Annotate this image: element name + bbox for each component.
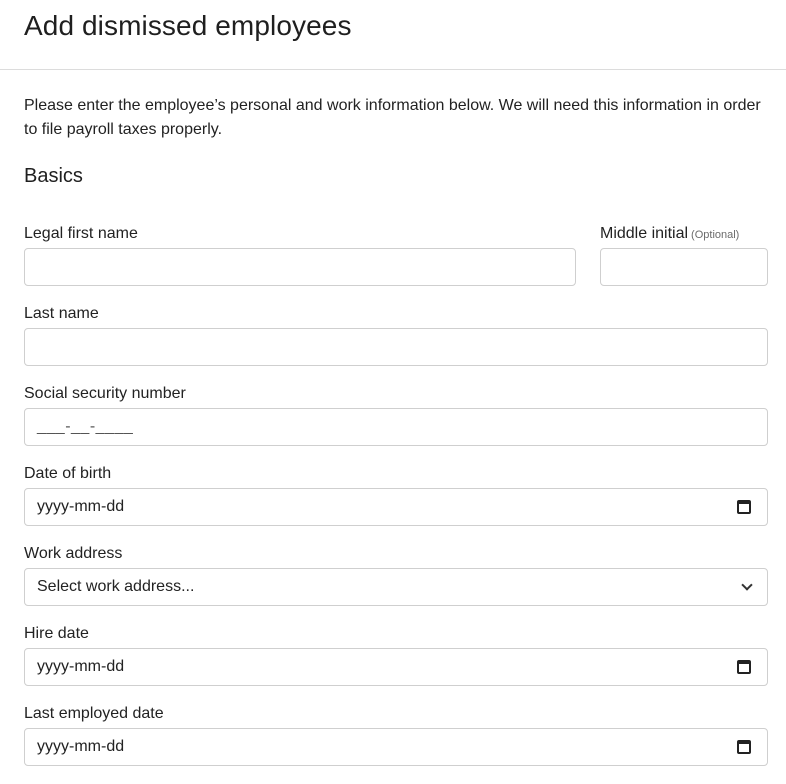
chevron-down-icon (741, 579, 752, 590)
last-employed-date-label (24, 704, 164, 724)
last-employed-date-label-text: Last employed date (24, 705, 164, 722)
last-name-input[interactable] (24, 328, 768, 366)
middle-initial-input[interactable] (600, 248, 768, 286)
ssn-label-text: Social security number (24, 385, 186, 402)
hire-date-input[interactable] (24, 648, 768, 686)
work-address-select[interactable] (24, 568, 768, 606)
work-address-selected: Select work address... (37, 578, 195, 595)
calendar-icon[interactable] (737, 740, 751, 754)
work-address-label-text: Work address (24, 545, 123, 562)
first-name-label-text: Legal first name (24, 225, 138, 242)
first-name-input[interactable] (24, 248, 576, 286)
calendar-icon[interactable] (737, 660, 751, 674)
ssn-placeholder: ___-__-____ (37, 418, 134, 435)
ssn-label (24, 384, 186, 404)
last-employed-date-placeholder: yyyy-mm-dd (37, 738, 125, 755)
dob-input[interactable] (24, 488, 768, 526)
last-name-label (24, 304, 99, 324)
middle-initial-label-text: Middle initial (600, 225, 689, 242)
last-employed-date-input[interactable] (24, 728, 768, 766)
hire-date-label-text: Hire date (24, 625, 89, 642)
page-header (0, 0, 786, 70)
work-address-label (24, 544, 122, 564)
dob-placeholder: yyyy-mm-dd (37, 498, 125, 515)
dob-label (24, 464, 111, 484)
hire-date-label (24, 624, 89, 644)
intro-text: Please enter the employee’s personal and work information below. We will need this information in order to file payroll taxes properly. (24, 97, 761, 138)
last-name-label-text: Last name (24, 305, 99, 322)
first-name-label (24, 224, 138, 244)
optional-tag: (Optional) (691, 229, 740, 241)
calendar-icon[interactable] (737, 500, 751, 514)
ssn-input[interactable] (24, 408, 768, 446)
dob-label-text: Date of birth (24, 465, 112, 482)
page-title: Add dismissed employees (24, 10, 352, 41)
middle-initial-label (600, 224, 739, 245)
section-title-basics: Basics (24, 165, 83, 187)
hire-date-placeholder: yyyy-mm-dd (37, 658, 125, 675)
